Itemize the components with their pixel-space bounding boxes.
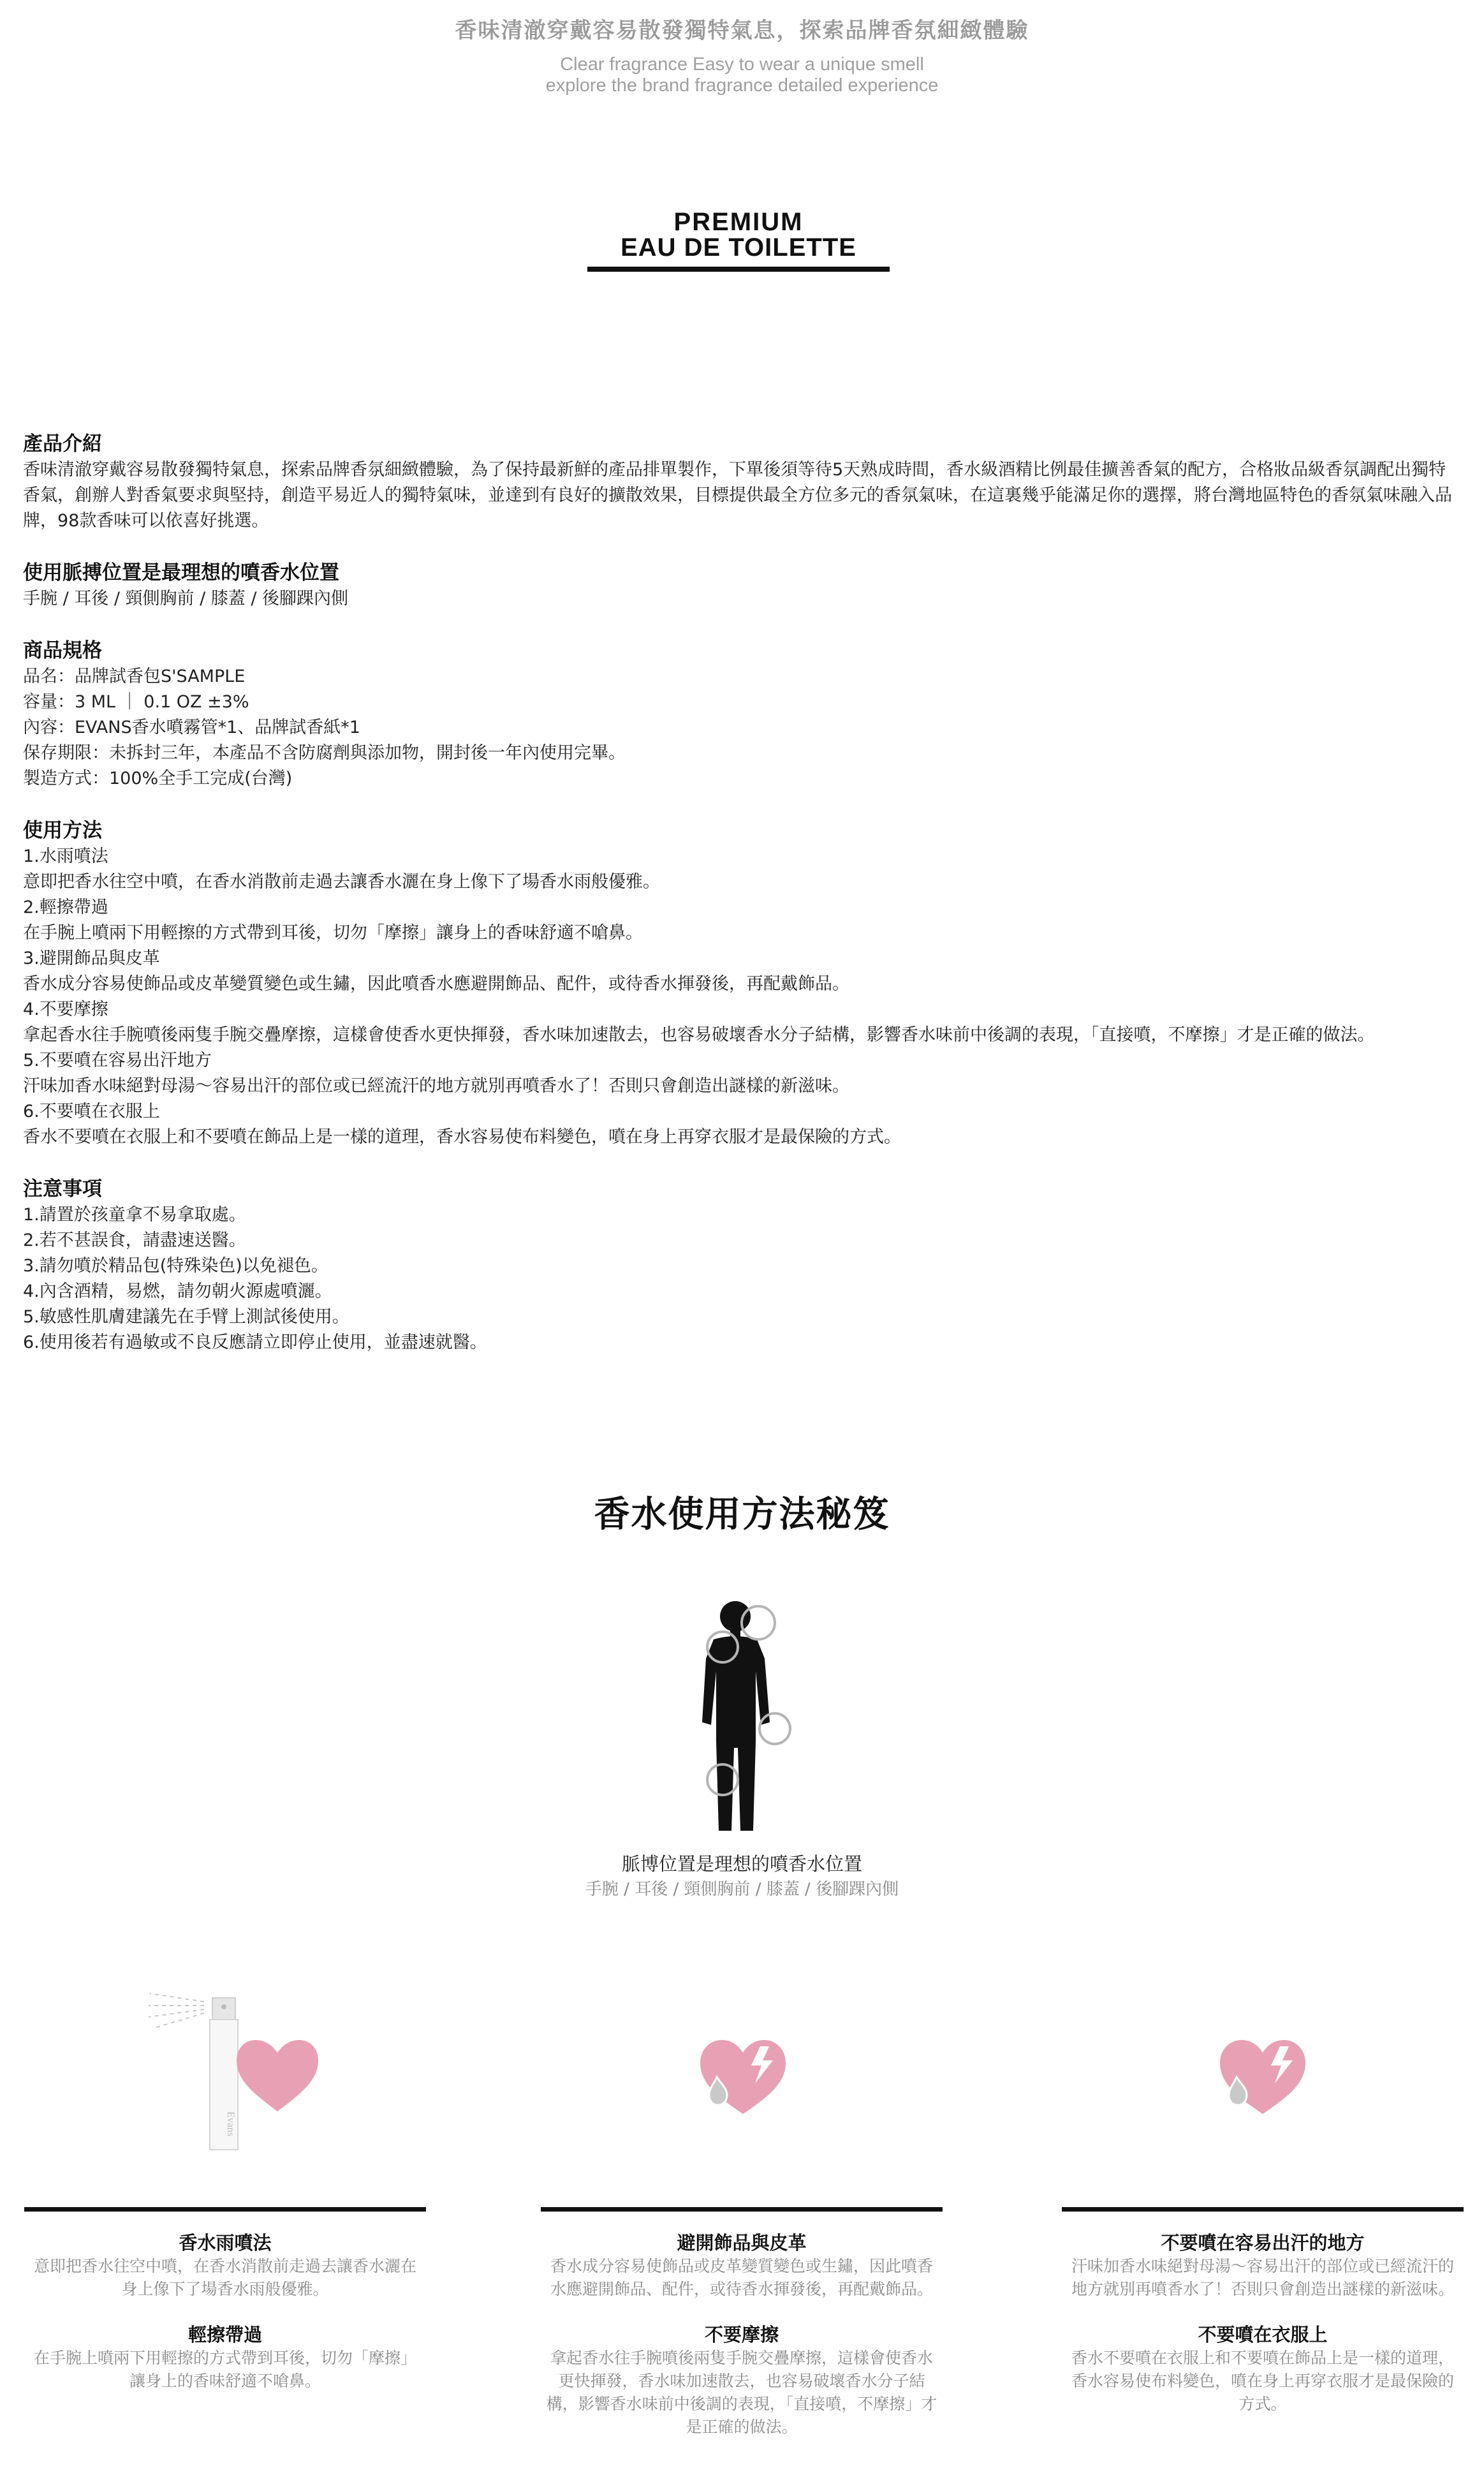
notice-line: 5.敏感性肌膚建議先在手臂上測試後使用。 xyxy=(23,1307,349,1327)
tip-title: 避開飾品與皮革 xyxy=(677,2232,807,2254)
usage-line: 6.不要噴在衣服上 xyxy=(23,1102,160,1121)
tip-desc: 香水成分容易使飾品或皮革變質變色或生鏽，因此噴香水應避開飾品、配件，或待香水揮發後，再配戴飾品。 xyxy=(550,2257,933,2298)
page-header xyxy=(0,13,1484,96)
spec-line: 品名：品牌試香包S'SAMPLE xyxy=(23,667,246,686)
usage-line: 拿起香水往手腕噴後兩隻手腕交疊摩擦，這樣會使香水更快揮發，香水味加速散去，也容易破壞香水分子結構，影響香水味前中後調的表現，「直接噴，不摩擦」才是正確的做法。 xyxy=(23,1025,1375,1045)
section-intro xyxy=(23,431,1461,534)
tips-column-3 xyxy=(1062,2207,1464,2437)
usage-line: 1.水雨噴法 xyxy=(23,846,108,866)
broken-heart-drop-icon xyxy=(695,2035,791,2118)
tip-item xyxy=(541,2231,943,2301)
usage-line: 香水不要噴在衣服上和不要噴在飾品上是一樣的道理，香水容易使布料變色，噴在身上再穿衣服才是最保險的方式。 xyxy=(23,1127,901,1147)
section-pulse xyxy=(23,559,1461,612)
section-title: 產品介紹 xyxy=(23,432,102,455)
tip-desc: 在手腕上噴兩下用輕擦的方式帶到耳後，切勿「摩擦」讓身上的香味舒適不嗆鼻。 xyxy=(33,2349,416,2390)
section-title: 使用方法 xyxy=(23,819,102,842)
tips-column-1 xyxy=(24,2207,426,2414)
product-description xyxy=(23,431,1461,1381)
tip-item xyxy=(1062,2323,1464,2416)
tip-desc: 香水不要噴在衣服上和不要噴在飾品上是一樣的道理，香水容易使布料變色，噴在身上再穿衣服才是最保險的方式。 xyxy=(1071,2349,1454,2413)
tip-title: 不要摩擦 xyxy=(704,2324,779,2346)
section-notice xyxy=(23,1176,1461,1356)
logo-line-premium: PREMIUM xyxy=(673,208,804,236)
logo-line-edt: EAU DE TOILETTE xyxy=(621,233,856,262)
header-subtitle-1: Clear fragrance Easy to wear a unique smell xyxy=(560,54,924,75)
bottle-brand-label: Evans xyxy=(225,2111,236,2137)
tips-column-2 xyxy=(541,2207,943,2460)
tip-desc: 拿起香水往手腕噴後兩隻手腕交疊摩擦，這樣會使香水更快揮發，香水味加速散去，也容易破壞香水分子結構，影響香水味前中後調的表現，「直接噴，不摩擦」才是正確的做法。 xyxy=(546,2349,937,2436)
column-rule xyxy=(1062,2207,1464,2212)
usage-line: 在手腕上噴兩下用輕擦的方式帶到耳後，切勿「摩擦」讓身上的香味舒適不嗆鼻。 xyxy=(23,923,643,943)
header-title: 香味清澈穿戴容易散發獨特氣息，探索品牌香氛細緻體驗 xyxy=(455,18,1029,43)
section-body: 手腕 / 耳後 / 頸側胸前 / 膝蓋 / 後腳踝內側 xyxy=(23,589,349,609)
header-subtitle-2: explore the brand fragrance detailed experience xyxy=(545,75,939,96)
section-title: 商品規格 xyxy=(23,639,102,662)
usage-line: 2.輕擦帶過 xyxy=(23,898,108,917)
usage-line: 3.避開飾品與皮革 xyxy=(23,949,160,968)
body-figure-icon xyxy=(692,1595,807,1837)
usage-line: 4.不要摩擦 xyxy=(23,1000,108,1019)
spec-line: 製造方式：100%全手工完成(台灣) xyxy=(23,769,293,788)
usage-line: 5.不要噴在容易出汗地方 xyxy=(23,1051,212,1070)
usage-line: 汗味加香水味絕對母湯～容易出汗的部位或已經流汗的地方就別再噴香水了！否則只會創造出謎樣的新滋味。 xyxy=(23,1076,849,1096)
usage-line: 意即把香水往空中噴，在香水消散前走過去讓香水灑在身上像下了場香水雨般優雅。 xyxy=(23,872,660,892)
tips-title: 香水使用方法秘笈 xyxy=(594,1494,890,1535)
notice-line: 2.若不甚誤食，請盡速送醫。 xyxy=(23,1230,246,1250)
spec-line: 保存期限：未拆封三年，本產品不含防腐劑與添加物，開封後一年內使用完畢。 xyxy=(23,743,626,763)
section-spec xyxy=(23,637,1461,792)
tip-item xyxy=(24,2323,426,2393)
figure-caption-sub: 手腕 / 耳後 / 頸側胸前 / 膝蓋 / 後腳踝內側 xyxy=(585,1880,899,1899)
brand-logo xyxy=(585,209,892,272)
spec-line: 容量：3 ML ｜ 0.1 OZ ±3% xyxy=(23,692,249,712)
tip-desc: 汗味加香水味絕對母湯～容易出汗的部位或已經流汗的地方就別再噴香水了！否則只會創造出謎樣的新滋味。 xyxy=(1071,2257,1454,2298)
usage-line: 香水成分容易使飾品或皮革變質變色或生鏽，因此噴香水應避開飾品、配件，或待香水揮發後，再配戴飾品。 xyxy=(23,974,849,994)
section-usage xyxy=(23,817,1461,1150)
column-rule xyxy=(541,2207,943,2212)
tip-title: 輕擦帶過 xyxy=(187,2324,262,2346)
figure-caption xyxy=(0,1851,1484,1902)
spray-bottle-icon xyxy=(143,1984,322,2156)
section-title: 使用脈搏位置是最理想的噴香水位置 xyxy=(23,561,339,584)
tip-title: 不要噴在衣服上 xyxy=(1198,2324,1328,2346)
notice-line: 6.使用後若有過敏或不良反應請立即停止使用，並盡速就醫。 xyxy=(23,1333,487,1352)
notice-line: 4.內含酒精，易燃，請勿朝火源處噴灑。 xyxy=(23,1282,332,1301)
section-title: 注意事項 xyxy=(23,1178,102,1201)
notice-line: 1.請置於孩童拿不易拿取處。 xyxy=(23,1205,246,1225)
broken-heart-drop-icon xyxy=(1215,2035,1311,2118)
tip-item xyxy=(24,2231,426,2301)
tip-desc: 意即把香水往空中噴，在香水消散前走過去讓香水灑在身上像下了場香水雨般優雅。 xyxy=(33,2257,416,2298)
column-rule xyxy=(24,2207,426,2212)
tip-title: 香水雨噴法 xyxy=(179,2232,272,2254)
section-body: 香味清澈穿戴容易散發獨特氣息，探索品牌香氛細緻體驗，為了保持最新鮮的產品排單製作，下單後須等待5天熟成時間，香水級酒精比例最佳擴善香氣的配方，合格妝品級香氛調配出獨特香氣，創辦人對香氣要求與堅持，創造平易近人的獨特氣味，並達到有良好的擴散效果，目標提供最全方位多元的香氛氣味，在這裏幾乎能滿足你的選擇，將台灣地區特色的香氛氣味融入品牌，98款香味可以依喜好挑選。 xyxy=(23,460,1452,531)
notice-line: 3.請勿噴於精品包(特殊染色)以免褪色。 xyxy=(23,1256,328,1276)
tip-item xyxy=(541,2323,943,2439)
tip-item xyxy=(1062,2231,1464,2301)
logo-underline xyxy=(587,267,890,272)
tip-title: 不要噴在容易出汗的地方 xyxy=(1161,2232,1365,2254)
spec-line: 內容：EVANS香水噴霧管*1、品牌試香紙*1 xyxy=(23,718,360,737)
figure-caption-title: 脈博位置是理想的噴香水位置 xyxy=(621,1853,862,1875)
